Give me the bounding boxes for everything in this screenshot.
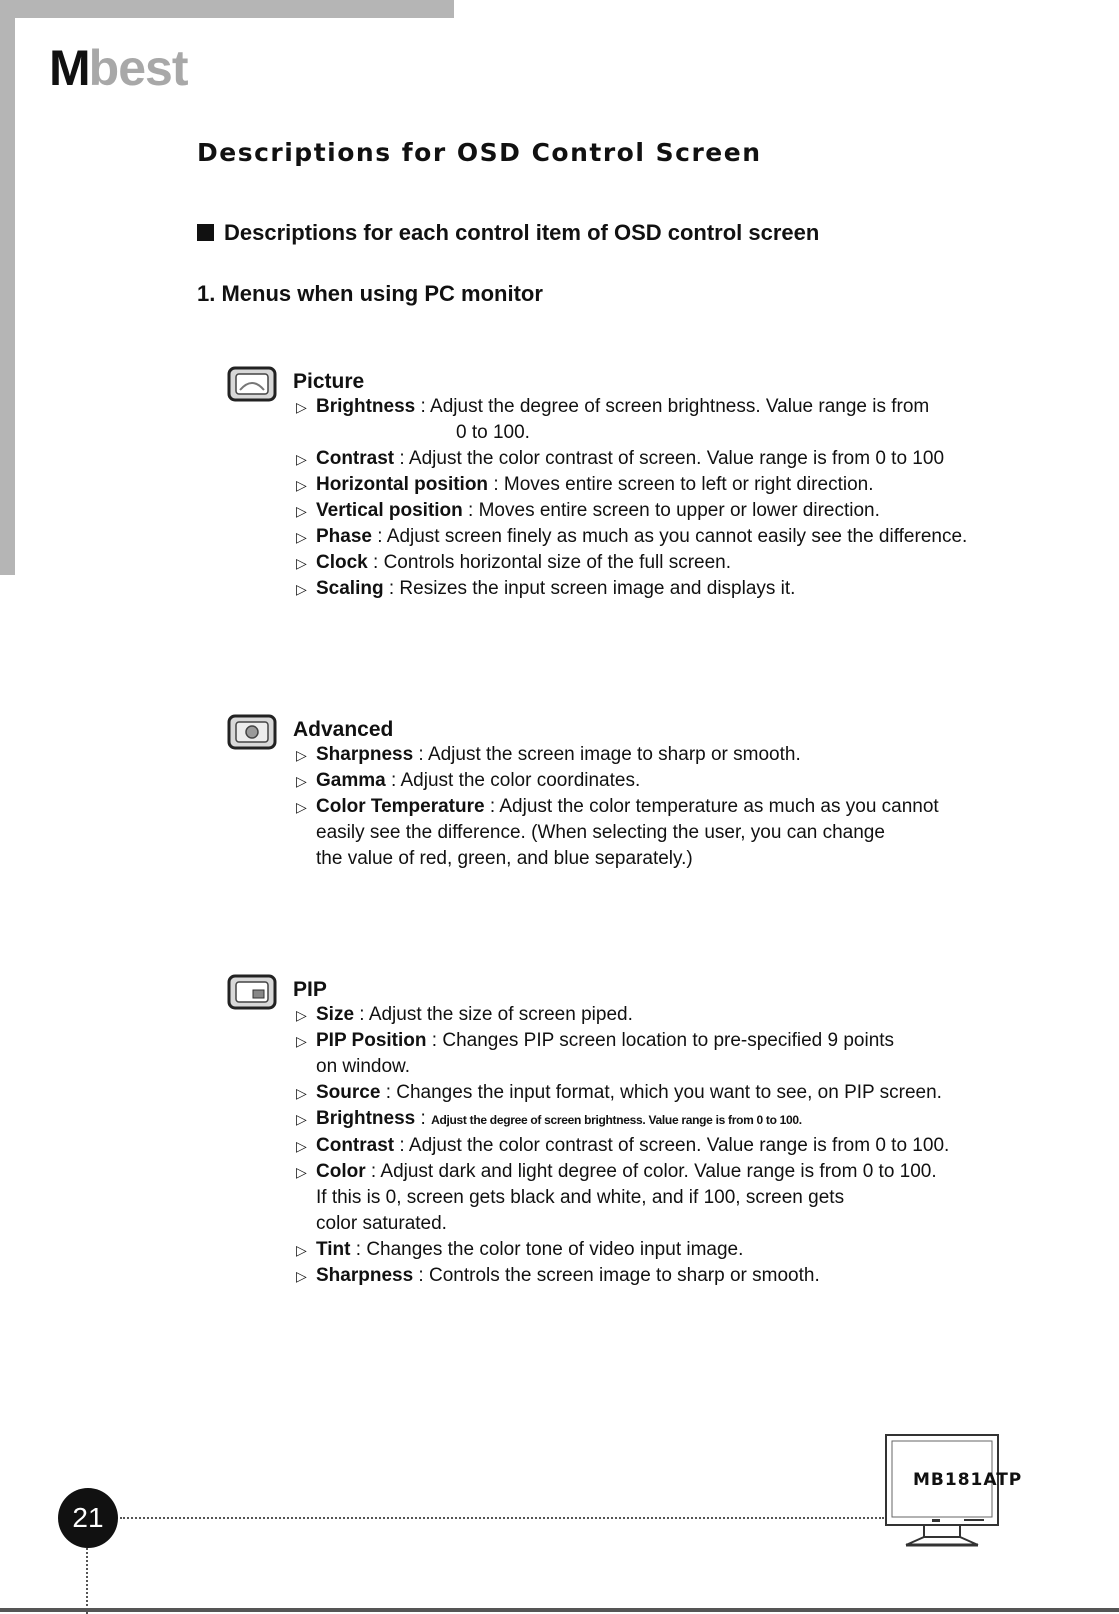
arrow-bullet-icon: ▷ [296,1085,307,1101]
picture-items [296,394,1016,602]
monitor-illustration-icon [884,1433,1000,1548]
advanced-menu-icon [227,712,277,752]
brand-logo: Mbest [49,40,188,96]
list-item: ▷ Vertical position : Moves entire screen to upper or lower direction. [296,498,1016,524]
arrow-bullet-icon: ▷ [296,555,307,571]
footer-dotted-line [120,1517,884,1519]
list-item: ▷ Contrast : Adjust the color contrast of screen. Value range is from 0 to 100 [296,446,1016,472]
list-item: ▷ Source : Changes the input format, which you want to see, on PIP screen. [296,1080,1016,1106]
top-decorative-bar [0,0,454,18]
arrow-bullet-icon: ▷ [296,529,307,545]
picture-menu-icon [227,364,277,404]
pip-menu-icon [227,972,277,1012]
list-item: ▷ Clock : Controls horizontal size of the full screen. [296,550,1016,576]
arrow-bullet-icon: ▷ [296,1033,307,1049]
list-item: ▷ Size : Adjust the size of screen piped. [296,1002,1016,1028]
bottom-border-line [0,1608,1119,1612]
page-title: Descriptions for OSD Control Screen [197,138,762,167]
arrow-bullet-icon: ▷ [296,1007,307,1023]
section-subheading: Descriptions for each control item of OSD control screen [197,220,819,246]
list-item: ▷ Scaling : Resizes the input screen image and displays it. [296,576,1016,602]
footer-dotted-vertical-line [86,1548,88,1614]
section-title-picture: Picture [293,370,365,393]
list-item: ▷ Horizontal position : Moves entire screen to left or right direction. [296,472,1016,498]
list-item: ▷ Brightness : Adjust the degree of screen brightness. Value range is from 0 to 100. [296,1106,1016,1133]
section-title-pip: PIP [293,978,327,1001]
arrow-bullet-icon: ▷ [296,799,307,815]
list-item: ▷ Tint : Changes the color tone of video input image. [296,1237,1016,1263]
arrow-bullet-icon: ▷ [296,581,307,597]
arrow-bullet-icon: ▷ [296,477,307,493]
arrow-bullet-icon: ▷ [296,1268,307,1284]
list-item: ▷ Color Temperature : Adjust the color temperature as much as you cannot easily see the difference. (When selecting the user, you can change the value of red, green, and blue separately.) [296,796,939,869]
list-item: ▷ PIP Position : Changes PIP screen location to pre-specified 9 points on window. [296,1030,895,1077]
arrow-bullet-icon: ▷ [296,1164,307,1180]
advanced-items [296,742,1016,872]
arrow-bullet-icon: ▷ [296,1242,307,1258]
page-number-badge: 21 [58,1488,118,1548]
menu-heading: 1. Menus when using PC monitor [197,281,543,306]
arrow-bullet-icon: ▷ [296,399,307,415]
list-item: ▷ Contrast : Adjust the color contrast of screen. Value range is from 0 to 100. [296,1133,1016,1159]
square-bullet-icon [197,224,214,241]
list-item: ▷ Gamma : Adjust the color coordinates. [296,768,1016,794]
list-item: ▷ Brightness : Adjust the degree of screen brightness. Value range is from 0 to 100. [296,396,930,443]
list-item: ▷ Sharpness : Controls the screen image to sharp or smooth. [296,1263,1016,1289]
list-item: ▷ Phase : Adjust screen finely as much as you cannot easily see the difference. [296,524,1016,550]
arrow-bullet-icon: ▷ [296,451,307,467]
arrow-bullet-icon: ▷ [296,773,307,789]
list-item: ▷ Sharpness : Adjust the screen image to sharp or smooth. [296,742,1016,768]
arrow-bullet-icon: ▷ [296,1138,307,1154]
arrow-bullet-icon: ▷ [296,747,307,763]
list-item: ▷ Color : Adjust dark and light degree of color. Value range is from 0 to 100. If this is 0, screen gets black and white, and if 100, screen gets color saturated. [296,1161,937,1234]
pip-items [296,1002,1016,1289]
model-name: MB181ATP [913,1470,1023,1490]
left-decorative-bar [0,0,15,575]
arrow-bullet-icon: ▷ [296,1111,307,1127]
section-title-advanced: Advanced [293,718,394,741]
arrow-bullet-icon: ▷ [296,503,307,519]
